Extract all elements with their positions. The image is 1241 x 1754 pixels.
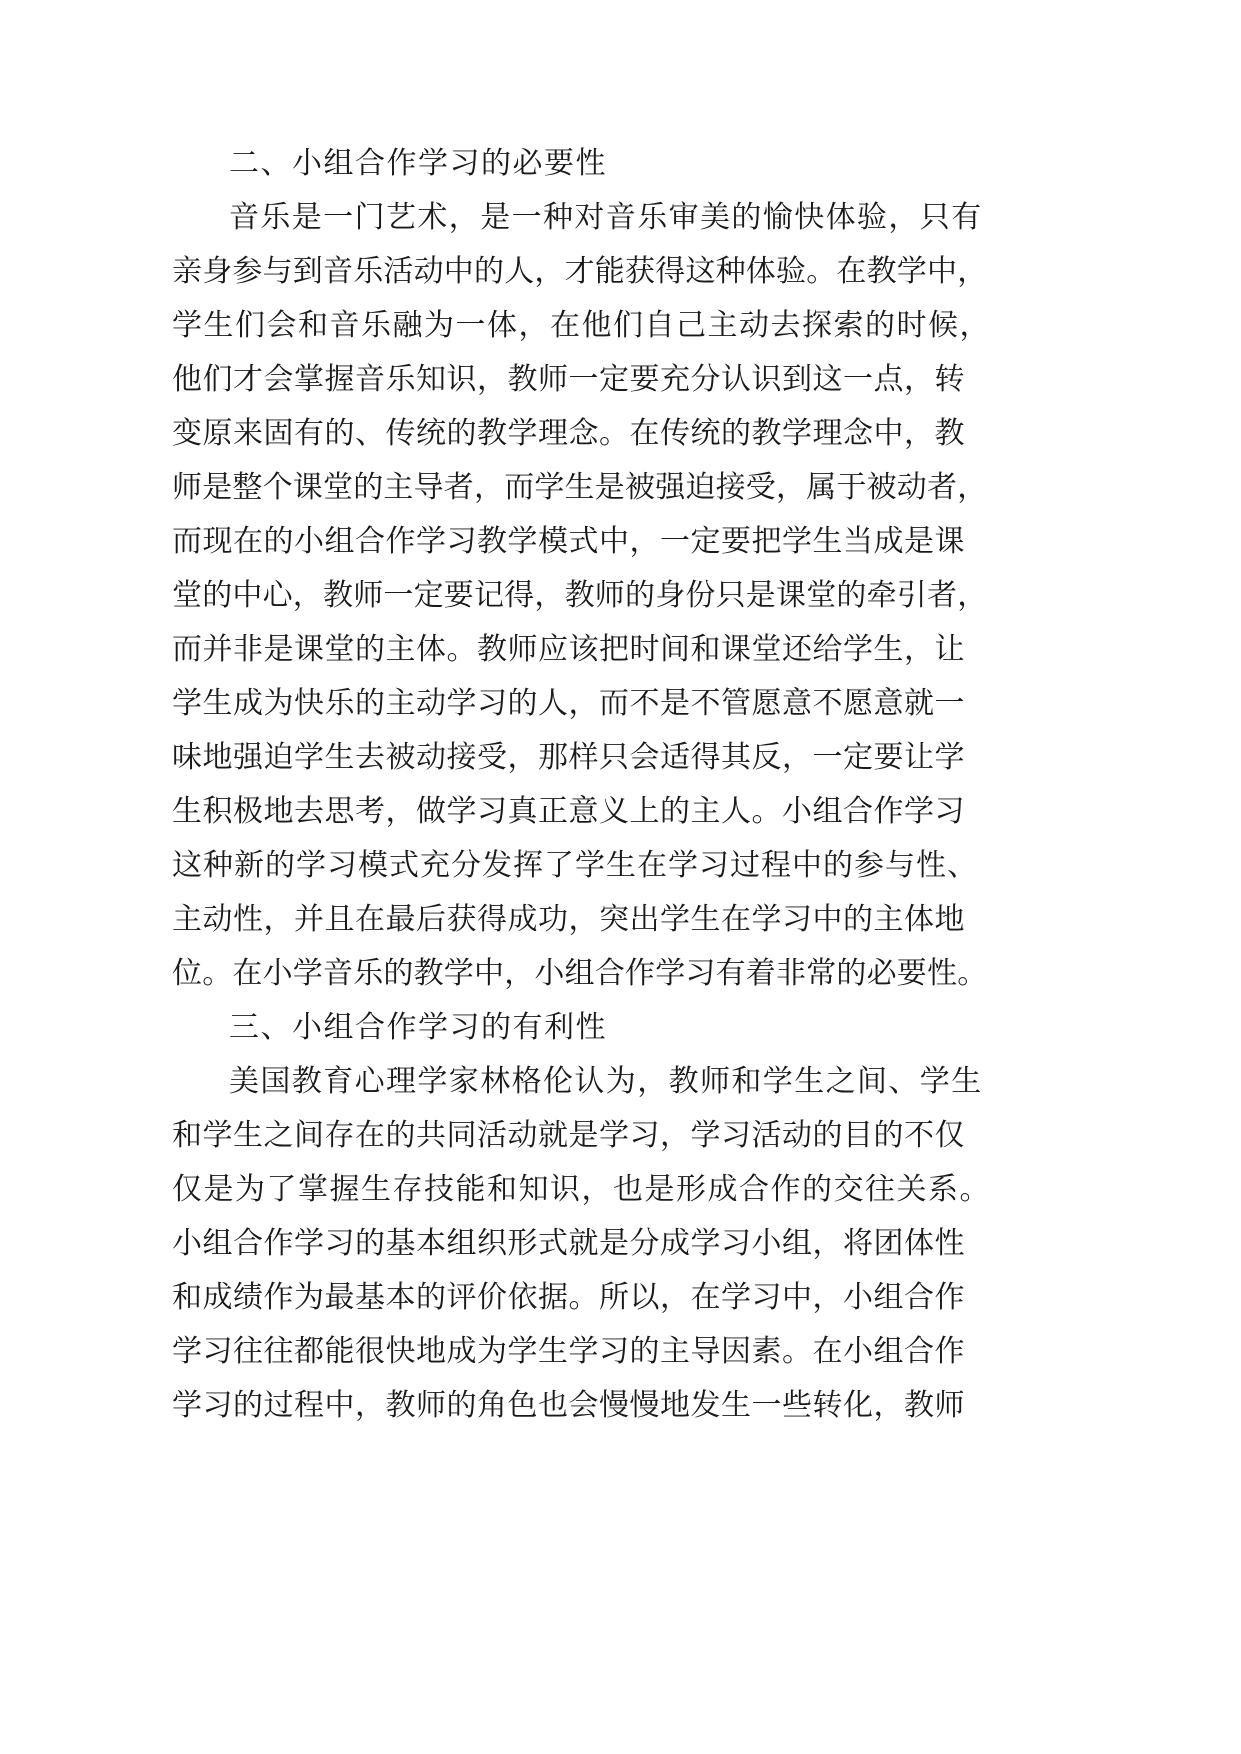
paragraph-line: 学生成为快乐的主动学习的人，而不是不管愿意不愿意就一 [172, 686, 965, 721]
paragraph-line: 他们才会掌握音乐知识，教师一定要充分认识到这一点，转 [172, 362, 965, 397]
section-heading: 三、小组合作学习的有利性 [229, 1010, 607, 1045]
paragraph-line: 味地强迫学生去被动接受，那样只会适得其反，一定要让学 [172, 740, 965, 775]
paragraph-line: 主动性，并且在最后获得成功，突出学生在学习中的主体地 [172, 902, 965, 937]
paragraph-line: 生积极地去思考，做学习真正意义上的主人。小组合作学习 [172, 794, 965, 829]
paragraph-line: 师是整个课堂的主导者，而学生是被强迫接受，属于被动者， [172, 470, 988, 505]
paragraph-line: 位。在小学音乐的教学中，小组合作学习有着非常的必要性。 [172, 956, 988, 991]
paragraph-line: 音乐是一门艺术，是一种对音乐审美的愉快体验，只有 [229, 200, 983, 235]
paragraph-line: 而现在的小组合作学习教学模式中，一定要把学生当成是课 [172, 524, 965, 559]
paragraph-line: 堂的中心，教师一定要记得，教师的身份只是课堂的牵引者， [172, 578, 988, 613]
paragraph-line: 学习往往都能很快地成为学生学习的主导因素。在小组合作 [172, 1334, 965, 1369]
paragraph-line: 和成绩作为最基本的评价依据。所以，在学习中，小组合作 [172, 1280, 965, 1315]
section-heading: 二、小组合作学习的必要性 [229, 146, 607, 181]
paragraph-line: 学生们会和音乐融为一体，在他们自己主动去探索的时候， [172, 308, 991, 343]
paragraph-line: 美国教育心理学家林格伦认为，教师和学生之间、学生 [229, 1064, 983, 1099]
paragraph-line: 变原来固有的、传统的教学理念。在传统的教学理念中，教 [172, 416, 965, 451]
paragraph-line: 亲身参与到音乐活动中的人，才能获得这种体验。在教学中， [172, 254, 988, 289]
paragraph-line: 仅是为了掌握生存技能和知识，也是形成合作的交往关系。 [172, 1172, 991, 1207]
paragraph-line: 学习的过程中，教师的角色也会慢慢地发生一些转化，教师 [172, 1388, 965, 1423]
paragraph-line: 和学生之间存在的共同活动就是学习，学习活动的目的不仅 [172, 1118, 965, 1153]
paragraph-line: 而并非是课堂的主体。教师应该把时间和课堂还给学生，让 [172, 632, 965, 667]
paragraph-line: 小组合作学习的基本组织形式就是分成学习小组，将团体性 [172, 1226, 965, 1261]
paragraph-line: 这种新的学习模式充分发挥了学生在学习过程中的参与性、 [172, 848, 978, 883]
